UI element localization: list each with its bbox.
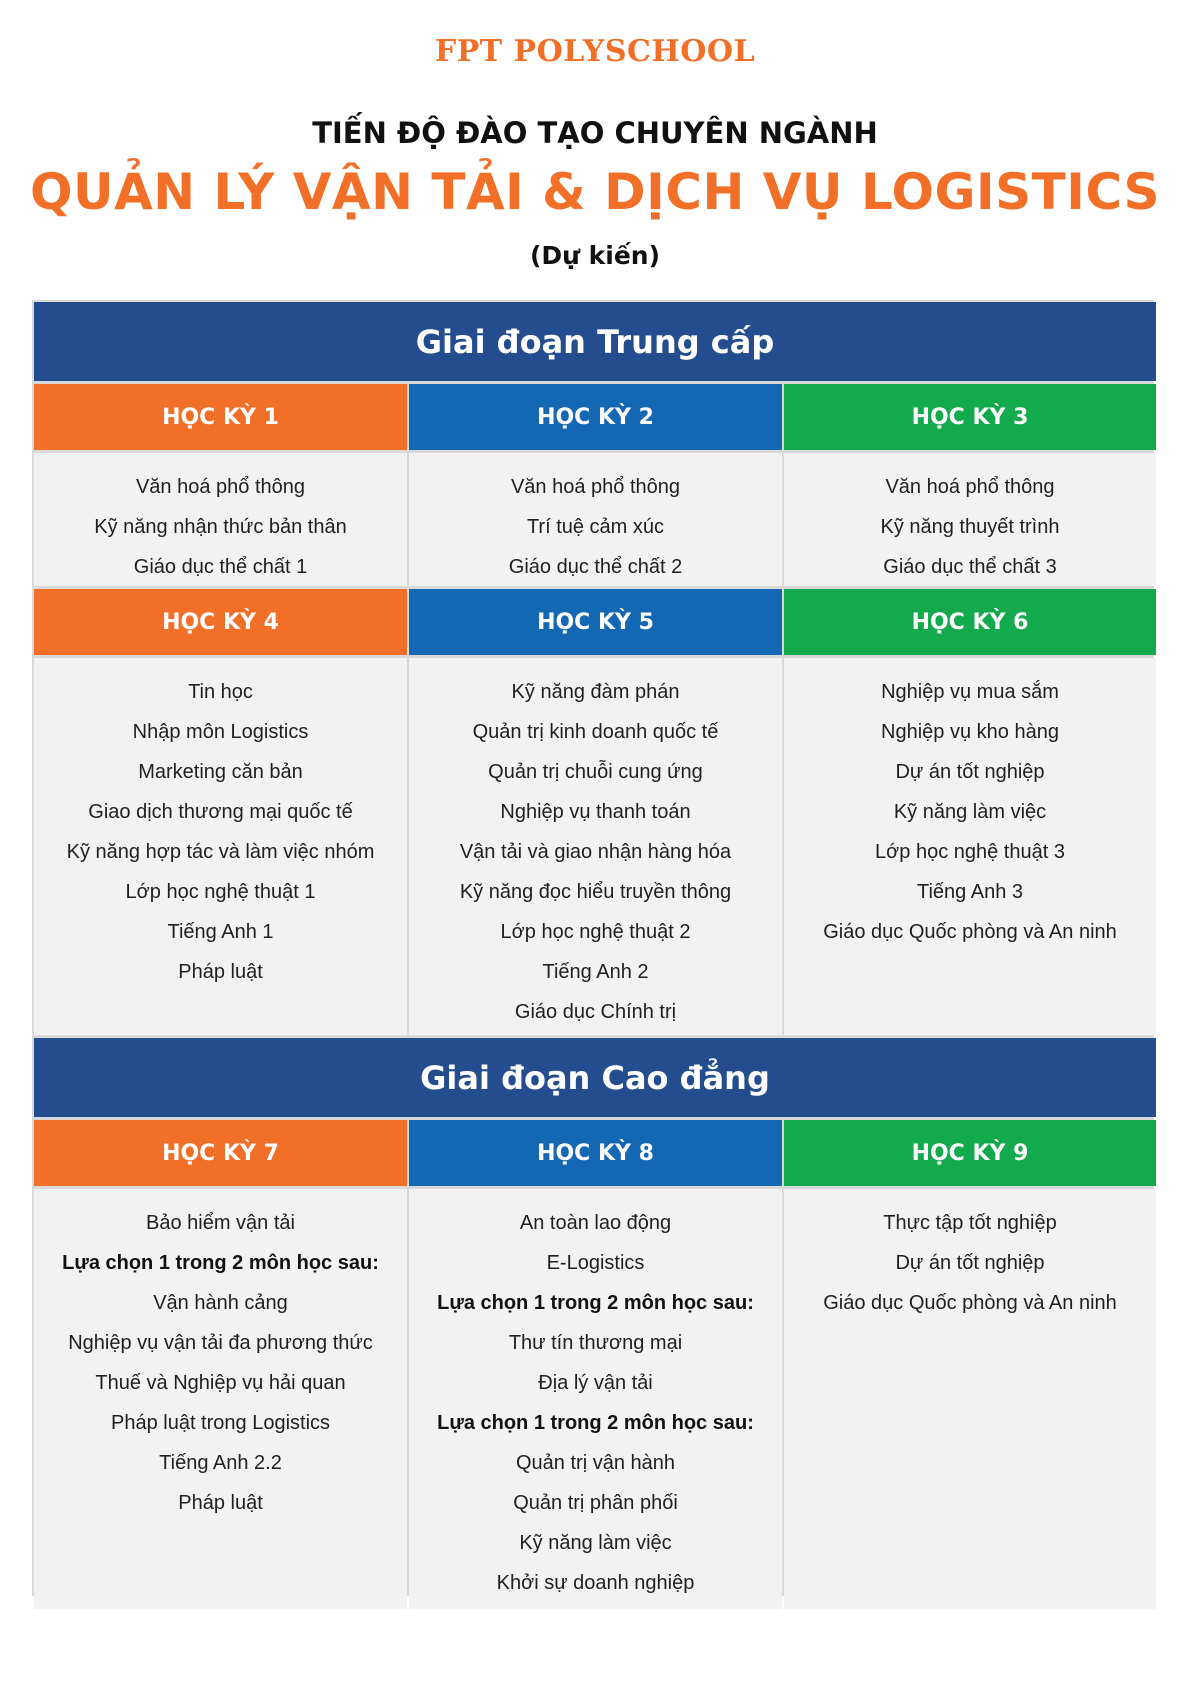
course-item: Nghiệp vụ thanh toán [500,801,691,823]
course-item: Giáo dục Quốc phòng và An ninh [823,921,1117,943]
course-item: Nhập môn Logistics [132,721,309,743]
course-item: Giáo dục thể chất 1 [133,556,308,578]
semester-course-list [784,453,1156,586]
semester-header: HỌC KỲ 9 [784,1120,1156,1186]
course-item: Địa lý vận tải [538,1372,653,1394]
semester-course-list [34,1189,407,1609]
course-item: Giáo dục Chính trị [514,1001,677,1023]
course-item: Bảo hiểm vận tải [146,1212,295,1234]
brand-logo-text: FPT POLYSCHOOL [434,34,756,69]
course-item: Vận hành cảng [153,1292,288,1314]
course-item: Quản trị kinh doanh quốc tế [472,721,719,743]
course-item: An toàn lao động [519,1212,672,1234]
course-item: Tiếng Anh 2.2 [159,1452,282,1474]
course-item: Nghiệp vụ kho hàng [881,721,1059,743]
semester-header: HỌC KỲ 5 [409,589,782,655]
semester-header: HỌC KỲ 6 [784,589,1156,655]
phase-header: Giai đoạn Trung cấp [34,302,1156,381]
page-subtitle: (Dự kiến) [529,241,661,270]
course-item: Quản trị vận hành [516,1452,675,1474]
semester-course-list [409,658,782,1035]
elective-note: Lựa chọn 1 trong 2 môn học sau: [62,1252,379,1274]
semester-header: HỌC KỲ 2 [409,384,782,450]
course-item: Pháp luật trong Logistics [110,1412,331,1434]
course-item: Pháp luật [178,1492,263,1514]
course-item: Dự án tốt nghiệp [895,761,1045,783]
course-item: Kỹ năng đọc hiểu truyền thông [459,881,732,903]
semester-header: HỌC KỲ 4 [34,589,407,655]
page-title: TIẾN ĐỘ ĐÀO TẠO CHUYÊN NGÀNH [312,116,878,150]
course-item: Kỹ năng hợp tác và làm việc nhóm [66,841,375,863]
course-item: Dự án tốt nghiệp [895,1252,1045,1274]
course-item: Thực tập tốt nghiệp [883,1212,1057,1234]
semester-header: HỌC KỲ 7 [34,1120,407,1186]
course-item: Văn hoá phổ thông [885,476,1055,498]
semester-course-list [784,658,1156,1035]
semester-course-list [409,1189,782,1609]
program-name: QUẢN LÝ VẬN TẢI & DỊCH VỤ LOGISTICS [29,163,1161,221]
course-item: Lớp học nghệ thuật 2 [500,921,691,943]
course-item: Lớp học nghệ thuật 3 [875,841,1065,863]
course-item: Kỹ năng nhận thức bản thân [94,516,347,538]
course-item: Marketing căn bản [138,761,303,783]
course-item: Thư tín thương mại [508,1332,683,1354]
course-item: Trí tuệ cảm xúc [526,516,665,538]
course-item: Giáo dục Quốc phòng và An ninh [823,1292,1117,1314]
semester-header: HỌC KỲ 3 [784,384,1156,450]
phase-header: Giai đoạn Cao đẳng [34,1038,1156,1117]
course-item: E-Logistics [546,1252,645,1274]
elective-note: Lựa chọn 1 trong 2 môn học sau: [437,1292,754,1314]
course-item: Nghiệp vụ mua sắm [881,681,1059,703]
course-item: Pháp luật [178,961,263,983]
semester-course-list [784,1189,1156,1609]
training-schedule-table [32,300,1154,1596]
course-item: Tiếng Anh 2 [542,961,649,983]
course-item: Văn hoá phổ thông [510,476,681,498]
semester-header: HỌC KỲ 1 [34,384,407,450]
course-item: Kỹ năng thuyết trình [880,516,1060,538]
course-item: Quản trị phân phối [513,1492,678,1514]
semester-course-list [34,453,407,586]
course-item: Tiếng Anh 3 [916,881,1023,903]
course-item: Vận tải và giao nhận hàng hóa [459,841,732,863]
course-item: Thuế và Nghiệp vụ hải quan [95,1372,346,1394]
course-item: Giao dịch thương mại quốc tế [88,801,353,823]
semester-header: HỌC KỲ 8 [409,1120,782,1186]
course-item: Tiếng Anh 1 [167,921,274,943]
course-item: Lớp học nghệ thuật 1 [125,881,316,903]
course-item: Kỹ năng làm việc [893,801,1047,823]
course-item: Giáo dục thể chất 2 [508,556,683,578]
course-item: Kỹ năng đàm phán [511,681,680,703]
course-item: Quản trị chuỗi cung ứng [488,761,703,783]
semester-course-list [34,658,407,1035]
course-item: Nghiệp vụ vận tải đa phương thức [68,1332,373,1354]
course-item: Giáo dục thể chất 3 [883,556,1057,578]
elective-note: Lựa chọn 1 trong 2 môn học sau: [437,1412,754,1434]
semester-course-list [409,453,782,586]
course-item: Văn hoá phổ thông [135,476,306,498]
course-item: Kỹ năng làm việc [519,1532,672,1554]
course-item: Tin học [188,681,253,703]
course-item: Khởi sự doanh nghiệp [496,1572,695,1594]
